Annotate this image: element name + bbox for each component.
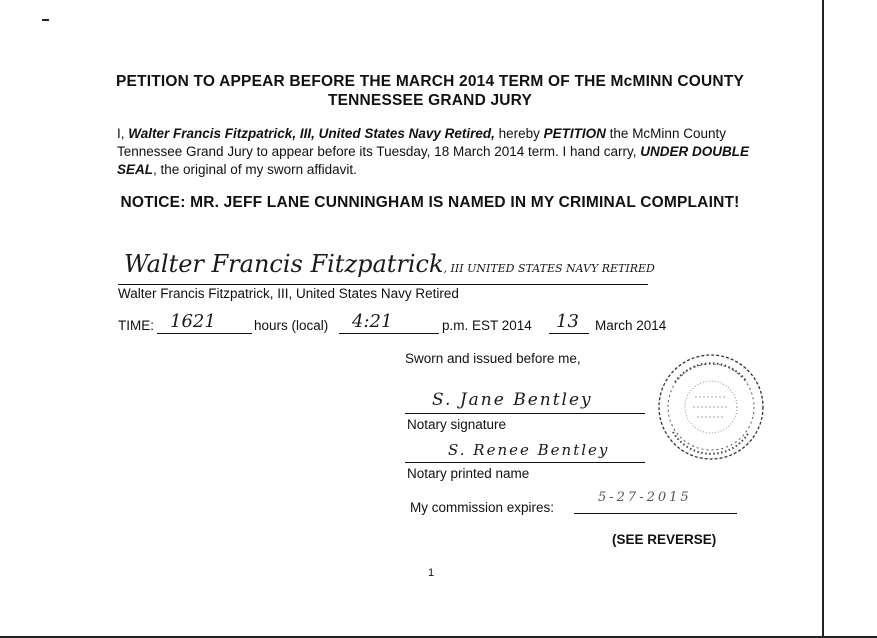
local-blank bbox=[339, 333, 439, 334]
pm-label: p.m. EST 2014 bbox=[442, 318, 532, 333]
para-text-3: the McMinn County Tennessee Grand Jury to appear before its Tuesday, 18 March 2014 term. I hand carry, bbox=[117, 126, 726, 159]
para-text-1: I, bbox=[117, 126, 129, 141]
day-blank bbox=[549, 333, 589, 334]
notary-signature: S. Jane Bentley bbox=[432, 390, 593, 410]
notary-printed-name: S. Renee Bentley bbox=[448, 441, 610, 459]
time-blank bbox=[157, 333, 252, 334]
double-seal-phrase: UNDER DOUBLE SEAL bbox=[117, 144, 750, 177]
time-handwritten: 1621 bbox=[170, 311, 216, 332]
day-handwritten: 13 bbox=[556, 311, 579, 332]
document-title: PETITION TO APPEAR BEFORE THE MARCH 2014 TERM OF THE McMINN COUNTY TENNESSEE GRAND JURY bbox=[115, 73, 745, 109]
petitioner-name: Walter Francis Fitzpatrick, III, United States Navy Retired, bbox=[128, 126, 495, 141]
local-time-handwritten: 4:21 bbox=[352, 311, 393, 332]
petition-word: PETITION bbox=[543, 126, 606, 141]
notary-signature-line bbox=[405, 413, 645, 414]
signature-line bbox=[118, 284, 648, 285]
petition-paragraph bbox=[117, 125, 757, 179]
month-label: March 2014 bbox=[595, 318, 667, 333]
para-text-4: , the original of my sworn affidavit. bbox=[153, 162, 357, 177]
see-reverse: (SEE REVERSE) bbox=[612, 532, 717, 547]
page-number: 1 bbox=[428, 567, 435, 579]
notice-heading: NOTICE: MR. JEFF LANE CUNNINGHAM IS NAMED IN MY CRIMINAL COMPLAINT! bbox=[120, 194, 740, 211]
sworn-label: Sworn and issued before me, bbox=[405, 351, 581, 366]
petitioner-signature: Walter Francis Fitzpatrick, III UNITED STATES NAVY RETIRED bbox=[124, 250, 655, 278]
hours-label: hours (local) bbox=[254, 318, 329, 333]
notary-printed-line bbox=[405, 462, 645, 463]
commission-label: My commission expires: bbox=[410, 500, 555, 515]
notary-signature-label: Notary signature bbox=[407, 417, 507, 432]
time-label: TIME: bbox=[118, 318, 154, 333]
commission-date: 5-27-2015 bbox=[598, 490, 692, 505]
scan-edge-right bbox=[822, 0, 824, 638]
notary-printed-label: Notary printed name bbox=[407, 466, 530, 481]
signer-name: Walter Francis Fitzpatrick, III, United States Navy Retired bbox=[118, 286, 459, 301]
scan-edge-bottom bbox=[0, 636, 877, 638]
scan-mark bbox=[42, 19, 49, 21]
para-text-2: hereby bbox=[494, 126, 544, 141]
notary-seal bbox=[655, 352, 767, 462]
commission-line bbox=[574, 513, 737, 514]
